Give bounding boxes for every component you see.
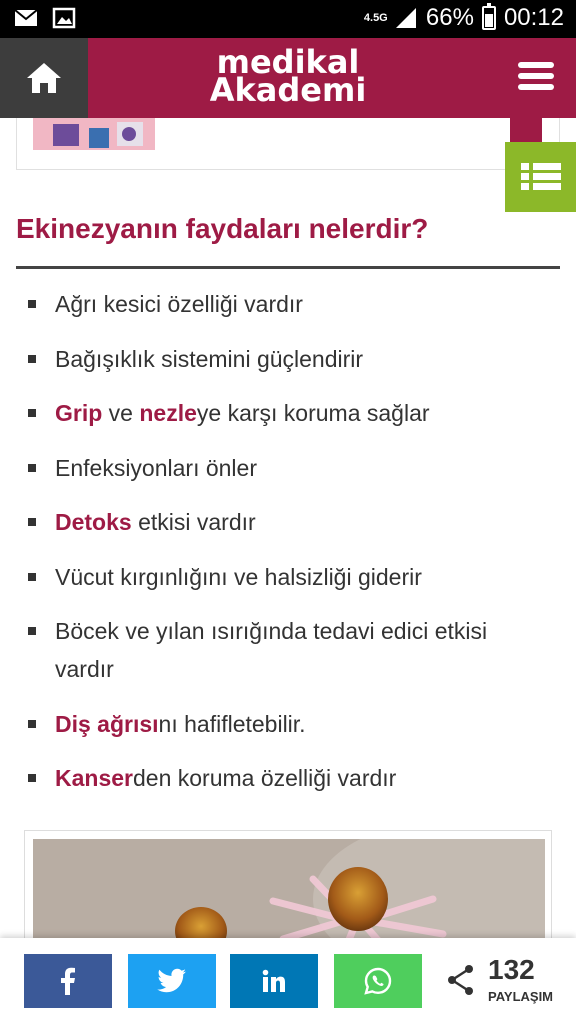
list-item: Ağrı kesici özelliği vardır xyxy=(26,285,536,323)
battery-percent: 66% xyxy=(425,4,474,31)
section-divider xyxy=(16,266,560,269)
menu-button[interactable] xyxy=(518,62,554,94)
home-button[interactable] xyxy=(0,38,88,118)
linkedin-share-button[interactable] xyxy=(230,954,318,1008)
site-header xyxy=(0,38,576,118)
image-icon xyxy=(52,7,76,29)
clock: 00:12 xyxy=(503,4,564,31)
twitter-share-button[interactable] xyxy=(128,954,216,1008)
list-item: Bağışıklık sistemini güçlendirir xyxy=(26,340,536,378)
list-icon xyxy=(521,161,561,193)
link-nezle[interactable]: nezle xyxy=(139,400,197,426)
twitter-icon xyxy=(157,968,187,994)
status-bar xyxy=(0,0,576,38)
section-title: Ekinezyanın faydaları nelerdir? xyxy=(16,213,429,244)
header-tab xyxy=(510,118,542,142)
list-item: Kanserden koruma özelliği vardır xyxy=(26,759,536,797)
list-item: Böcek ve yılan ısırığında tedavi edici etkisi vardır xyxy=(26,612,536,688)
link-kanser[interactable]: Kanser xyxy=(55,765,133,791)
share-count-label: PAYLAŞIM xyxy=(488,989,554,1004)
mail-icon xyxy=(14,7,38,29)
link-detoks[interactable]: Detoks xyxy=(55,509,132,535)
share-icon xyxy=(446,964,476,996)
list-item: Enfeksiyonları önler xyxy=(26,449,536,487)
table-of-contents-button[interactable] xyxy=(505,142,576,212)
list-item: Diş ağrısını hafifletebilir. xyxy=(26,705,536,743)
logo-line1: medikal xyxy=(216,43,360,81)
home-icon xyxy=(24,60,64,96)
list-item: Grip ve nezleye karşı koruma sağlar xyxy=(26,394,536,432)
list-item: Vücut kırgınlığını ve halsizliği giderir xyxy=(26,558,536,596)
link-dis-agrisi[interactable]: Diş ağrısı xyxy=(55,710,159,737)
battery-icon xyxy=(482,6,496,30)
signal-icon xyxy=(394,7,418,29)
share-count xyxy=(442,954,562,1008)
facebook-share-button[interactable] xyxy=(24,954,112,1008)
facebook-icon xyxy=(60,967,76,995)
whatsapp-share-button[interactable] xyxy=(334,954,422,1008)
share-bar xyxy=(0,938,576,1024)
link-grip[interactable]: Grip xyxy=(55,400,103,426)
previous-content-card xyxy=(16,118,560,170)
list-item: Detoks etkisi vardır xyxy=(26,503,536,541)
benefits-list xyxy=(26,285,536,814)
linkedin-icon xyxy=(262,969,286,993)
share-count-number: 132 xyxy=(488,954,535,985)
site-logo[interactable] xyxy=(200,43,376,109)
whatsapp-icon xyxy=(364,967,392,995)
network-type: 4.5G xyxy=(363,11,388,24)
thumbnail-image[interactable] xyxy=(33,118,155,150)
menu-icon xyxy=(518,62,554,68)
logo-line2: Akademi xyxy=(209,71,367,109)
